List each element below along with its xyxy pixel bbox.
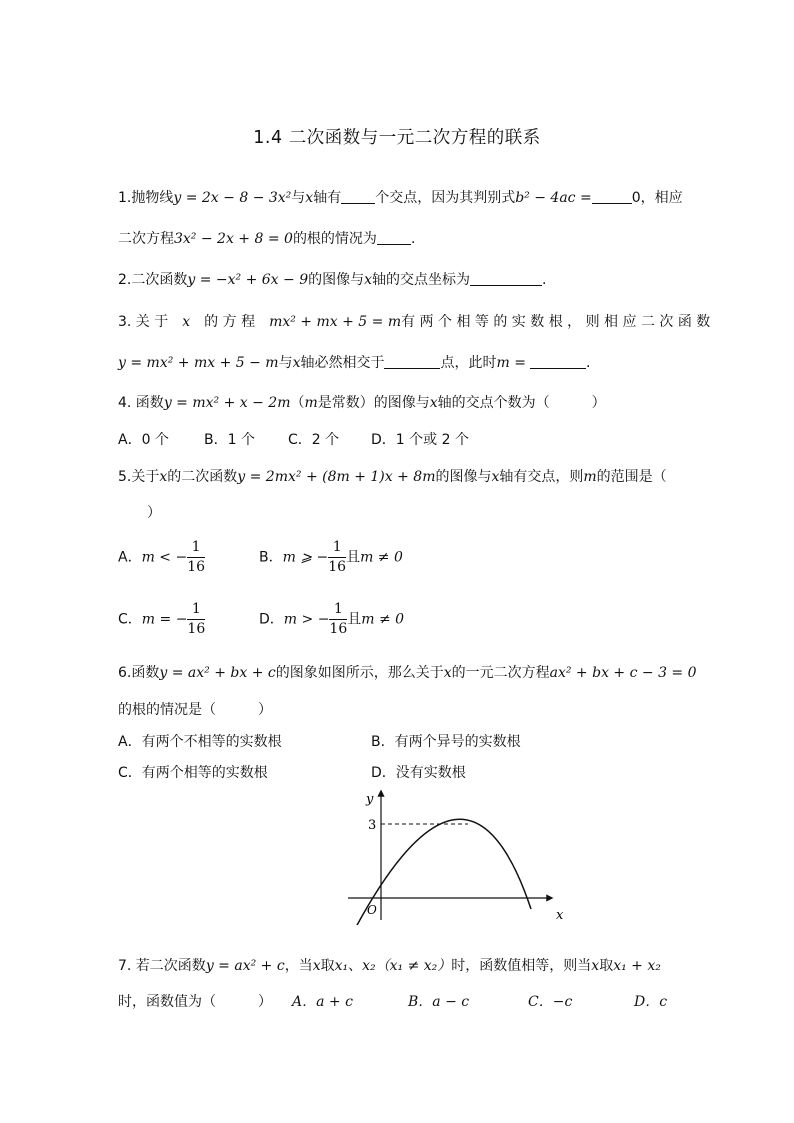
q1-text-c: 轴有 [313,190,342,206]
q3-x-var-2: x [292,355,301,371]
q2-x-var: x [364,272,373,288]
q1-text-d: 个交点，因为其判别式 [375,190,516,206]
fraction-numerator: 1 [187,538,205,558]
q5-option-d[interactable] [259,600,404,639]
q3-text-d: 与 [278,355,293,371]
q6-text-c: 的一元二次方程 [451,665,550,681]
q1-discriminant: b² − 4ac = [515,190,592,206]
q7-option-c[interactable]: C．−c [528,994,573,1010]
q6-option-d[interactable]: D．没有实数根 [371,765,466,781]
q7-text-c: 取 [320,958,335,974]
q5-option-b-label: B． [259,549,283,566]
q7-condition: （x₁ ≠ x₂） [375,958,452,974]
q5-option-b-rhs: m ≠ 0 [360,549,403,566]
q6-x-var: x [443,665,452,681]
q2-blank[interactable] [470,271,542,286]
q5-text-d: 轴有交点，则 [499,469,584,485]
q3-blank-m[interactable] [530,354,586,369]
q6-option-b[interactable]: B．有两个异号的实数根 [371,734,521,750]
q1-eq-parabola: y = 2x − 8 − 3x² [173,190,292,206]
q1-line2 [118,228,415,248]
q3-line2 [118,352,590,372]
q6-function-graph [340,785,570,925]
q5-text-a: 5.关于 [118,469,160,485]
q3-eq2: y = mx² + mx + 5 − m [118,355,279,371]
q6-line1 [118,662,697,682]
q4-option-b[interactable]: B．1 个 [204,432,255,448]
q5-text-e: 的范围是（ [596,469,667,485]
q7-text-d: 时，函数值相等，则当 [451,958,592,974]
x-axis-label: x [556,908,564,923]
q7-x2: x₂ [362,958,376,974]
q5-option-b-lhs: m ⩾ − [282,549,329,566]
q3-m-eq: m = [496,355,526,371]
q5-option-d-and: 且 [347,611,362,628]
q4-text-a: 4. 函数 [118,395,164,411]
q2-eq: y = −x² + 6x − 9 [187,272,309,288]
q5-option-b[interactable] [259,538,403,577]
q7-option-d[interactable]: D．c [634,994,668,1010]
q7-text-b: ，当 [284,958,313,974]
q1-blank-disc[interactable] [592,189,632,204]
q4-m-var: m [304,395,318,411]
q3-text-b: 的 方 程 [204,314,256,330]
q5-option-d-label: D． [259,611,284,628]
q5-line1 [118,466,667,486]
parabola-curve [356,819,531,925]
q4-text-b: （ [290,395,305,411]
q3-eq: mx² + mx + 5 = m [269,314,402,330]
q7-x-var: x [312,958,321,974]
q5-option-c-fraction [187,600,205,639]
q6-text-b: 的图象如图所示，那么关于 [275,665,444,681]
q7-x1: x₁ [334,958,349,974]
q6-option-c[interactable]: C．有两个相等的实数根 [118,765,268,781]
q6-option-a[interactable]: A．有两个不相等的实数根 [118,734,282,750]
q7-sum: x₁ + x₂ [613,958,661,974]
q4-text-c: 是常数）的图像与 [317,395,430,411]
q5-option-c-label: C． [118,611,142,628]
q7-text-a: 7. 若二次函数 [118,958,206,974]
q5-text-c: 的图像与 [435,469,492,485]
q1-eq-equation: 3x² − 2x + 8 = 0 [174,231,293,247]
fraction-denominator: 16 [328,559,347,575]
q4-line [118,392,606,412]
q4-x-var: x [429,395,438,411]
q5-m-var: m [583,469,597,485]
q4-option-c[interactable]: C．2 个 [288,432,340,448]
q7-option-b[interactable]: B．a − c [408,994,470,1010]
fraction-numerator: 1 [187,600,205,620]
q5-option-a-label: A． [118,549,142,566]
y-axis-label: y [366,792,374,807]
q4-option-d[interactable]: D．1 个或 2 个 [371,432,469,448]
fraction-numerator: 1 [328,538,346,558]
q1-text-h: . [410,231,416,247]
q5-option-d-rhs: m ≠ 0 [361,611,405,628]
q6-eq2: ax² + bx + c − 3 = 0 [549,665,697,681]
q2-text-d: . [542,272,547,288]
q7-sep: 、 [348,958,363,974]
q7-line1 [118,955,661,975]
q1-text-a: 1.抛物线 [118,190,174,206]
fraction-denominator: 16 [187,559,206,575]
q2-text-a: 2.二次函数 [118,272,188,288]
q5-option-a[interactable] [118,538,205,577]
q3-text-c: 有 两 个 相 等 的 实 数 根 ， 则 相 应 二 次 函 数 [401,314,711,330]
q5-option-c-lhs: m = − [141,611,188,628]
q5-text-b: 的二次函数 [167,469,238,485]
q3-text-a: 3. 关 于 [118,314,169,330]
q5-x-var: x [159,469,168,485]
q6-text-a: 6.函数 [118,665,160,681]
q1-text-g: 的根的情况为 [292,231,377,247]
q1-x-var: x [305,190,314,206]
q1-text-e: 0，相应 [631,190,683,206]
q4-eq: y = mx² + x − 2m [163,395,291,411]
fraction-denominator: 16 [187,621,206,637]
q5-option-d-fraction [329,600,347,639]
q3-text-e: 轴必然相交于 [300,355,385,371]
q3-line1 [118,311,710,331]
q3-blank-point[interactable] [384,354,440,369]
q7-text-e: 取 [599,958,614,974]
q7-line2 [118,991,272,1011]
q1-text-f: 二次方程 [118,231,174,247]
q2-line [118,269,546,289]
q5-option-d-lhs: m > − [283,611,330,628]
q5-option-a-lhs: m < − [141,549,188,566]
fraction-numerator: 1 [329,600,347,620]
q1-text-b: 与 [291,190,306,206]
q3-x-var: x [182,314,191,330]
q5-x-var-2: x [491,469,500,485]
q5-option-c[interactable] [118,600,205,639]
q7-option-a[interactable]: A．a + c [292,994,353,1010]
q4-text-d: 轴的交点个数为（ ） [437,395,606,411]
q3-text-g: . [585,355,591,371]
q5-option-b-fraction [328,538,346,577]
fraction-denominator: 16 [329,621,348,637]
q2-text-b: 的图像与 [308,272,365,288]
q2-text-c: 轴的交点坐标为 [372,272,471,288]
origin-label: O [367,903,377,917]
q5-line2: ） [147,505,161,521]
q6-eq: y = ax² + bx + c [159,665,276,681]
q5-eq: y = 2mx² + (8m + 1)x + 8m [237,469,436,485]
q7-eq: y = ax² + c [205,958,285,974]
q5-option-a-fraction [187,538,205,577]
q4-option-a[interactable]: A．0 个 [118,432,169,448]
vertex-value-label: 3 [368,818,377,833]
page-title: 1.4 二次函数与一元二次方程的联系 [253,128,541,148]
q7-x-var-2: x [591,958,600,974]
q1-blank-roots[interactable] [377,230,411,245]
q7-text-f: 时，函数值为（ ） [118,994,272,1010]
q1-blank-count[interactable] [341,189,375,204]
q1-line1 [118,187,683,207]
q3-text-f: 点，此时 [440,355,497,371]
q6-line2: 的根的情况是（ ） [118,702,272,718]
q5-option-b-and: 且 [346,549,361,566]
